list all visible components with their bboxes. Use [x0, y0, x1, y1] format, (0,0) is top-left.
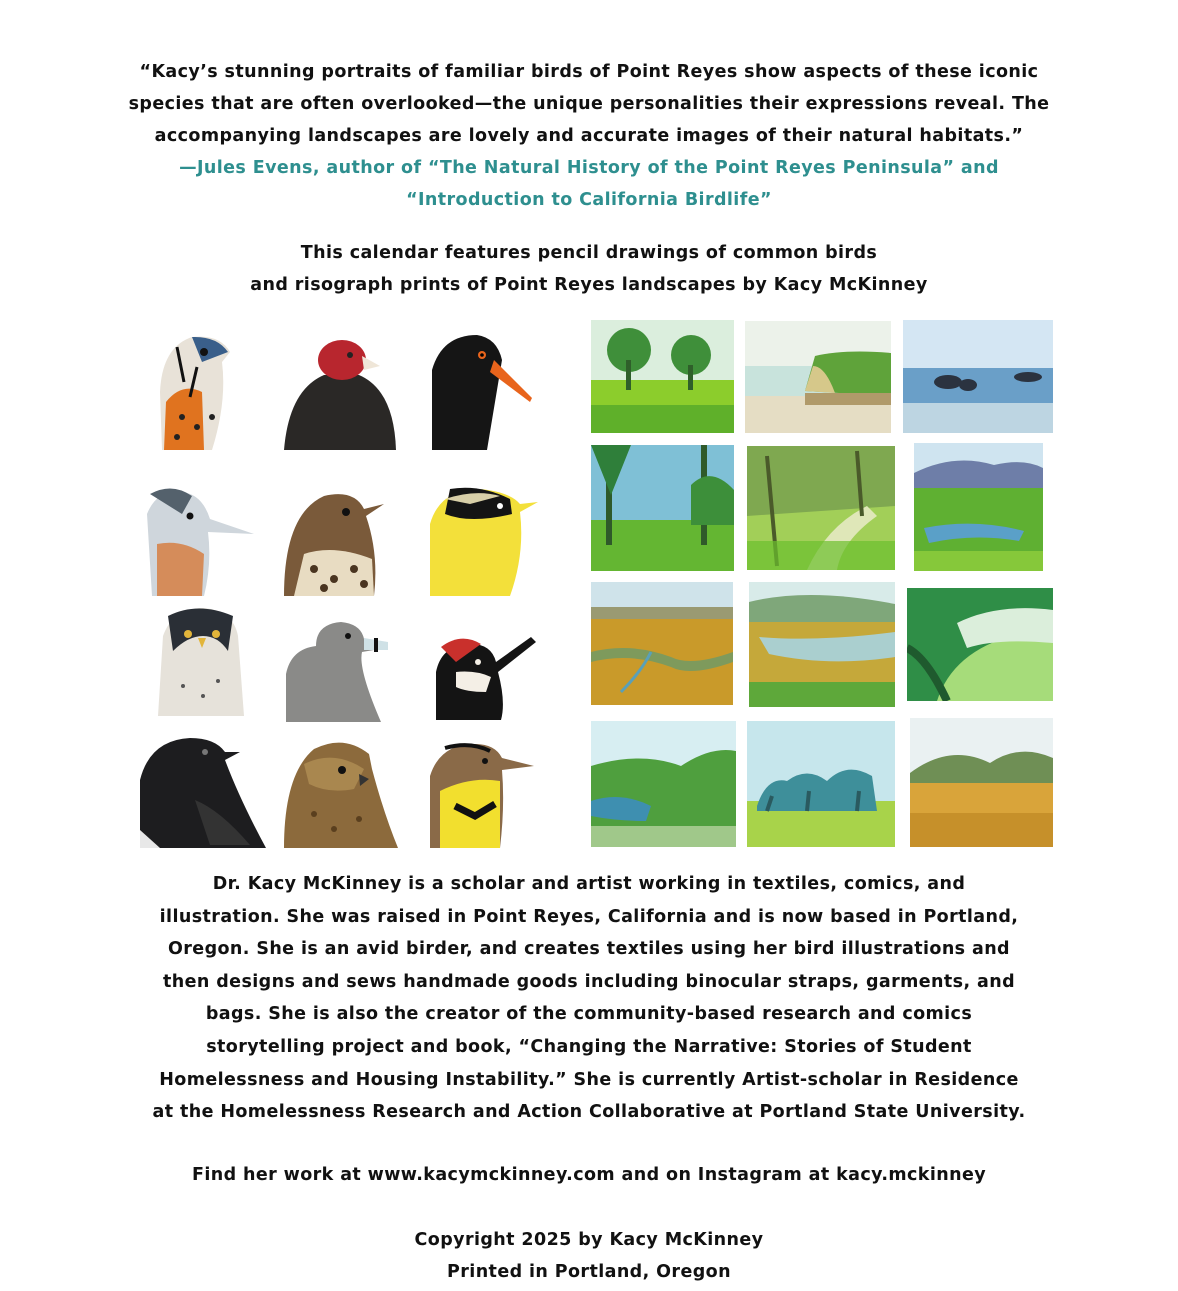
landscape-print-woodland-trail	[747, 446, 895, 570]
bird-portrait-belted-kingfisher	[142, 484, 254, 596]
landscape-print-marsh-hills	[914, 443, 1043, 571]
bird-portrait-acorn-woodpecker	[436, 632, 544, 720]
bio-line: Dr. Kacy McKinney is a scholar and artist working in textiles, comics, and	[212, 874, 966, 894]
quote-line: “Kacy’s stunning portraits of familiar birds of Point Reyes show aspects of these iconic	[139, 62, 1039, 82]
attribution-line: “Introduction to California Birdlife”	[406, 190, 772, 210]
landscape-print-rocky-shore	[903, 320, 1053, 433]
quote-line: species that are often overlooked—the unique personalities their expressions reveal. The	[128, 94, 1050, 114]
calendar-features	[0, 237, 1178, 301]
bio-line: then designs and sews handmade goods including binocular straps, garments, and	[163, 971, 1015, 992]
bio-line: storytelling project and book, “Changing the Narrative: Stories of Student	[206, 1036, 972, 1057]
copyright-text: Copyright 2025 by Kacy McKinney	[414, 1230, 764, 1250]
bio-line: Homelessness and Housing Instability.” She is currently Artist-scholar in Residence	[159, 1069, 1019, 1090]
bio-line: illustration. She was raised in Point Reyes, California and is now based in Portland,	[159, 906, 1019, 927]
printed-in-text: Printed in Portland, Oregon	[447, 1262, 731, 1282]
bird-portrait-black-phoebe	[140, 730, 266, 848]
landscape-print-golden-hills	[910, 718, 1053, 847]
bird-portrait-common-yellowthroat	[430, 484, 538, 596]
landscape-print-tree-meadow	[907, 588, 1053, 701]
copyright-block	[0, 1224, 1178, 1288]
testimonial-quote	[0, 56, 1178, 152]
landscape-print-oak-trees-grassland	[591, 320, 734, 433]
bird-portrait-western-meadowlark	[430, 736, 534, 848]
bio-line: bags. She is also the creator of the community-based research and comics	[205, 1004, 973, 1025]
features-line: This calendar features pencil drawings of common birds	[300, 243, 878, 263]
bird-portrait-american-kestrel	[142, 322, 238, 450]
bio-line: Oregon. She is an avid birder, and creates textiles using her bird illustrations and	[168, 939, 1010, 960]
quote-attribution	[0, 152, 1178, 216]
attribution-line: —Jules Evens, author of “The Natural History of the Point Reyes Peninsula” and	[179, 158, 999, 178]
bird-portrait-peregrine-falcon	[158, 606, 244, 716]
bird-portrait-turkey-vulture	[284, 330, 396, 450]
bird-portrait-pied-billed-grebe	[286, 614, 390, 722]
landscape-print-tidal-marsh	[591, 582, 733, 705]
landscape-print-forest-clearing	[591, 445, 734, 571]
landscape-print-cypress-trees	[747, 721, 895, 847]
quote-line: accompanying landscapes are lovely and accurate images of their natural habitats.”	[154, 126, 1024, 146]
artist-bio	[0, 868, 1178, 1129]
features-line: and risograph prints of Point Reyes landscapes by Kacy McKinney	[250, 275, 928, 295]
find-her-work	[0, 1159, 1178, 1191]
bio-line: at the Homelessness Research and Action Collaborative at Portland State University.	[152, 1102, 1026, 1123]
bird-portrait-black-oystercatcher	[432, 330, 532, 450]
find-her-work-text: Find her work at www.kacymckinney.com and on Instagram at kacy.mckinney	[191, 1165, 987, 1185]
landscape-print-beach-cliff	[745, 321, 891, 433]
landscape-print-green-valley-pond	[591, 721, 736, 847]
bird-portrait-northern-harrier	[284, 734, 398, 848]
landscape-print-estuary	[749, 582, 895, 707]
bird-portrait-song-sparrow	[284, 484, 396, 596]
